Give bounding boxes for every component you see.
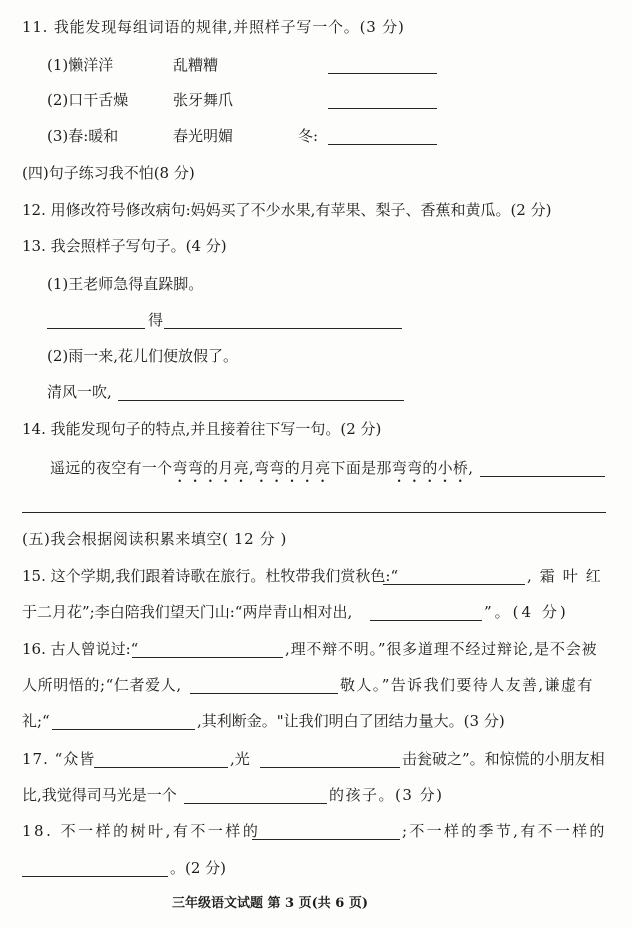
sentence-segment: 弯弯的小桥 <box>391 459 469 477</box>
sentence-segment: 下面是那 <box>330 459 392 477</box>
q13-example-2: (2)雨一来,花儿们便放假了。 <box>47 347 239 365</box>
answer-blank <box>370 620 482 621</box>
q15-line-1a: 15. 这个学期,我们跟着诗歌在旅行。杜牧带我们赏秋色:“ <box>22 567 399 585</box>
answer-blank <box>22 876 168 877</box>
q11-row-3-word-a: 春:暖和 <box>68 127 119 145</box>
answer-blank <box>47 328 145 329</box>
answer-blank <box>383 584 525 585</box>
section-5-title: (五)我会根据阅读积累来填空( 12 分 ) <box>22 530 288 548</box>
q17-line-1a: 17. “众皆 <box>22 750 96 768</box>
q18-line-1a: 18. 不一样的树叶,有不一样的 <box>22 822 261 840</box>
answer-blank <box>328 144 437 145</box>
q11-row-2-word-a: 口干舌燥 <box>68 91 129 109</box>
answer-blank <box>184 803 327 804</box>
q11-row-2-number: (2) <box>47 91 69 109</box>
q11-row-2-example <box>47 90 128 110</box>
answer-blank <box>328 108 437 109</box>
sentence-segment: 遥远的夜空有一个 <box>50 459 173 477</box>
answer-blank <box>164 328 402 329</box>
q16-line-1b: ,理不辩不明。”很多道理不经过辩论,是不会被 <box>285 640 598 658</box>
answer-blank <box>190 693 338 694</box>
sentence-segment: , <box>468 459 474 477</box>
q16-line-3b: ,其利断金。"让我们明白了团结力量大。(3 分) <box>197 712 505 730</box>
q11-row-1-example <box>47 55 113 75</box>
q15-line-2a: 于二月花”;李白陪我们望天门山:“两岸青山相对出, <box>22 603 353 621</box>
q15-line-2b: ”。(4 分) <box>484 603 569 621</box>
q17-line-2a: 比,我觉得司马光是一个 <box>22 786 177 804</box>
q15-line-1b: ,霜叶红 <box>527 567 609 585</box>
q11-row-3-number: (3) <box>47 127 69 145</box>
question-13-stem: 13. 我会照样子写句子。(4 分) <box>22 237 227 255</box>
answer-blank <box>480 476 605 477</box>
q13-example-1: (1)王老师急得直跺脚。 <box>47 275 204 293</box>
q17-line-2b: 的孩子。(3 分) <box>329 786 444 804</box>
q11-row-1-word-a: 懒洋洋 <box>68 56 114 74</box>
q13-fill-2-text: 清风一吹, <box>47 383 112 401</box>
question-14-stem: 14. 我能发现句子的特点,并且接着往下写一句。(2 分) <box>22 420 382 438</box>
q18-line-1b: ;不一样的季节,有不一样的 <box>402 822 607 840</box>
q11-row-3-example <box>47 126 118 146</box>
answer-blank <box>94 767 228 768</box>
answer-blank <box>252 839 400 840</box>
q16-line-2b: 敬人。”告诉我们要待人友善,谦虚有 <box>340 676 594 694</box>
answer-blank-full-line <box>22 512 606 513</box>
q17-line-1b: ,光 <box>230 750 250 768</box>
q11-row-1-word-b: 乱糟糟 <box>173 56 219 74</box>
page-footer: 三年级语文试题 第 3 页(共 6 页) <box>172 896 369 911</box>
q11-row-1-number: (1) <box>47 56 69 74</box>
sentence-segment: , <box>248 459 254 477</box>
question-12-stem: 12. 用修改符号修改病句:妈妈买了不少水果,有苹果、梨子、香蕉和黄瓜。(2 分) <box>22 201 552 219</box>
answer-blank <box>52 729 195 730</box>
sentence-segment: 弯弯的月亮 <box>254 459 331 477</box>
answer-blank <box>328 73 437 74</box>
q18-line-2a: 。(2 分) <box>170 859 227 877</box>
q16-line-3a: 礼;“ <box>22 712 50 730</box>
answer-blank <box>260 767 400 768</box>
q16-line-1a: 16. 古人曾说过:“ <box>22 640 139 658</box>
question-11-stem: 11. 我能发现每组词语的规律,并照样子写一个。(3 分) <box>22 18 405 36</box>
q11-row-3-prompt: 冬: <box>298 127 319 145</box>
answer-blank <box>132 657 283 658</box>
q14-example-sentence <box>50 458 473 486</box>
q17-line-1c: 击瓮破之”。和惊慌的小朋友相 <box>402 750 605 768</box>
sentence-segment: 弯弯的月亮 <box>172 459 249 477</box>
q16-line-2a: 人所明悟的;“仁者爱人, <box>22 676 182 694</box>
answer-blank <box>118 400 404 401</box>
q13-fill-1-text: 得 <box>148 311 164 329</box>
section-4-title: (四)句子练习我不怕(8 分) <box>22 164 195 182</box>
q11-row-2-word-b: 张牙舞爪 <box>173 91 234 109</box>
q11-row-3-word-b: 春光明媚 <box>173 127 234 145</box>
